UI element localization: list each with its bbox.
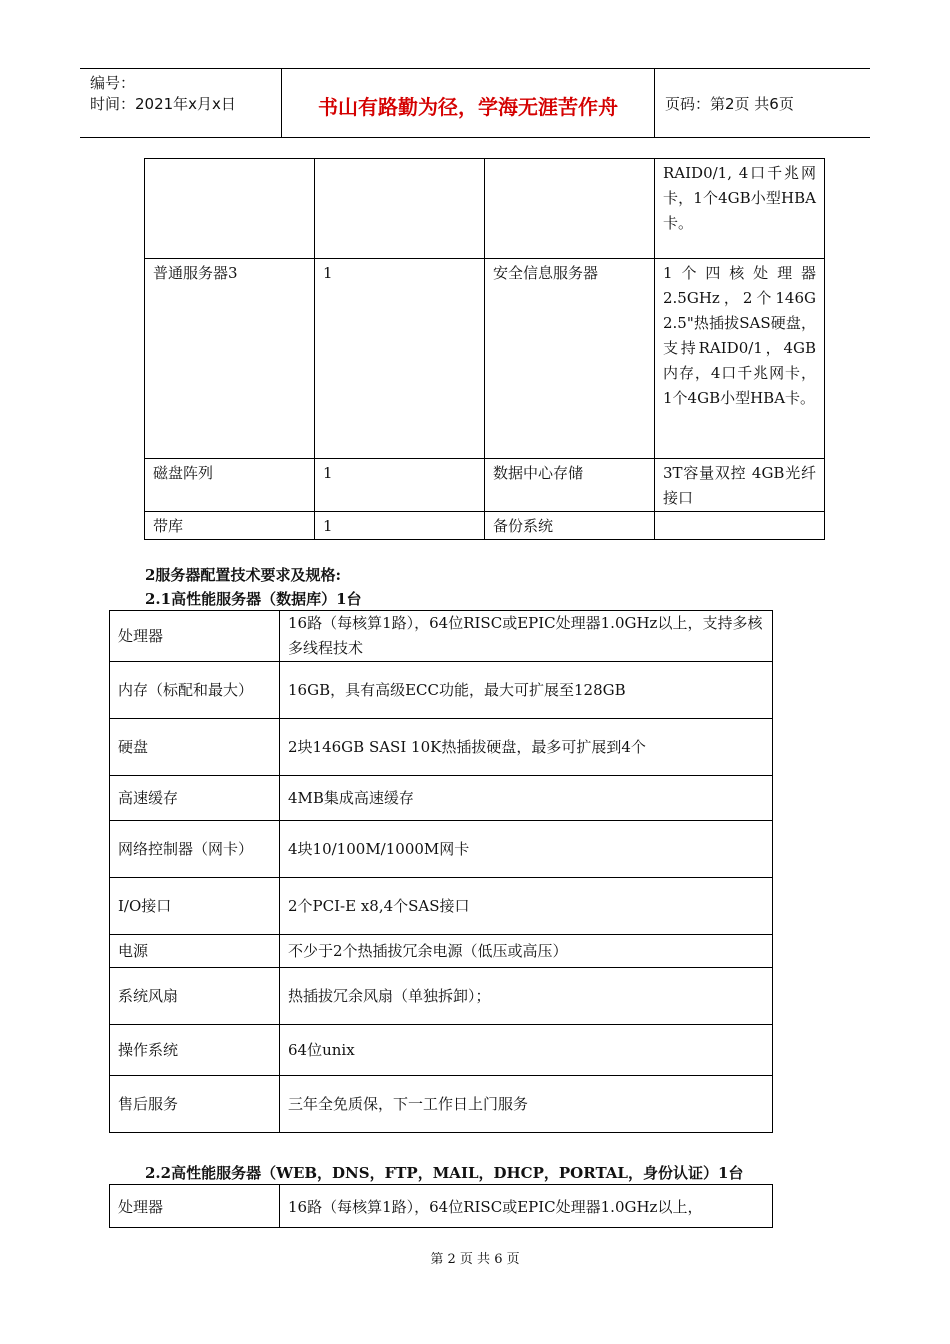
spec-value: 64位unix	[280, 1025, 773, 1076]
table-row	[145, 512, 825, 540]
equipment-name	[145, 159, 315, 259]
equipment-qty: 1	[315, 459, 485, 512]
spec-value: 16GB，具有高级ECC功能，最大可扩展至128GB	[280, 662, 773, 719]
spec-item: 处理器	[110, 611, 280, 662]
header-page-number: 页码：第2页 共6页	[665, 95, 794, 113]
section-heading: 2服务器配置技术要求及规格:	[145, 566, 341, 584]
equipment-spec: 3T容量双控 4GB光纤接口	[655, 459, 825, 512]
table-row	[110, 821, 773, 878]
table-row	[110, 611, 773, 662]
equipment-qty: 1	[315, 512, 485, 540]
spec-table-web-server	[109, 1184, 773, 1228]
spec-value: 2个PCI-E x8,4个SAS接口	[280, 878, 773, 935]
equipment-name: 磁盘阵列	[145, 459, 315, 512]
subsection-heading: 2.1高性能服务器（数据库）1台	[145, 590, 362, 608]
spec-value: 三年全免质保，下一工作日上门服务	[280, 1076, 773, 1133]
spec-item: 内存（标配和最大）	[110, 662, 280, 719]
spec-value: 16路（每核算1路），64位RISC或EPIC处理器1.0GHz以上，	[280, 1185, 773, 1228]
spec-item: 高速缓存	[110, 776, 280, 821]
equipment-use: 备份系统	[485, 512, 655, 540]
table-row	[110, 662, 773, 719]
page-footer: 第 2 页 共 6 页	[430, 1252, 520, 1267]
header-meta	[90, 73, 236, 115]
document-number: 编号：	[90, 74, 136, 92]
equipment-table	[144, 158, 825, 540]
equipment-use: 安全信息服务器	[485, 259, 655, 459]
equipment-spec	[655, 512, 825, 540]
table-row	[110, 878, 773, 935]
spec-item: 电源	[110, 935, 280, 968]
table-row	[145, 259, 825, 459]
table-row	[145, 459, 825, 512]
table-row	[110, 1185, 773, 1228]
spec-value: 16路（每核算1路），64位RISC或EPIC处理器1.0GHz以上，支持多核多线程技术	[280, 611, 773, 662]
table-row	[110, 1076, 773, 1133]
subsection-heading: 2.2高性能服务器（WEB，DNS，FTP，MAIL，DHCP，PORTAL，身份认证）1台	[145, 1164, 744, 1182]
spec-value: 4块10/100M/1000M网卡	[280, 821, 773, 878]
equipment-qty	[315, 159, 485, 259]
spec-item: 硬盘	[110, 719, 280, 776]
header-divider	[654, 69, 655, 137]
spec-item: 系统风扇	[110, 968, 280, 1025]
table-row	[145, 159, 825, 259]
equipment-use	[485, 159, 655, 259]
spec-item: I/O接口	[110, 878, 280, 935]
table-row	[110, 935, 773, 968]
spec-item: 售后服务	[110, 1076, 280, 1133]
equipment-name: 带库	[145, 512, 315, 540]
page-header	[80, 68, 870, 138]
spec-item: 网络控制器（网卡）	[110, 821, 280, 878]
table-row	[110, 719, 773, 776]
spec-item: 操作系统	[110, 1025, 280, 1076]
spec-value: 热插拔冗余风扇（单独拆卸）；	[280, 968, 773, 1025]
equipment-spec: 1个四核处理器2.5GHz，2个146G 2.5"热插拔SAS硬盘，支持RAID0/1，4GB内存，4口千兆网卡，1个4GB小型HBA卡。	[655, 259, 825, 459]
spec-value: 4MB集成高速缓存	[280, 776, 773, 821]
table-row	[110, 776, 773, 821]
header-motto: 书山有路勤为径，学海无涯苦作舟	[318, 95, 618, 119]
table-row	[110, 968, 773, 1025]
equipment-qty: 1	[315, 259, 485, 459]
equipment-use: 数据中心存储	[485, 459, 655, 512]
equipment-name: 普通服务器3	[145, 259, 315, 459]
document-date: 时间：2021年x月x日	[90, 95, 236, 113]
equipment-spec: RAID0/1, 4口千兆网卡，1个4GB小型HBA卡。	[655, 159, 825, 259]
spec-item: 处理器	[110, 1185, 280, 1228]
table-row	[110, 1025, 773, 1076]
spec-value: 不少于2个热插拔冗余电源（低压或高压）	[280, 935, 773, 968]
spec-value: 2块146GB SASI 10K热插拔硬盘，最多可扩展到4个	[280, 719, 773, 776]
spec-table-database-server	[109, 610, 773, 1133]
